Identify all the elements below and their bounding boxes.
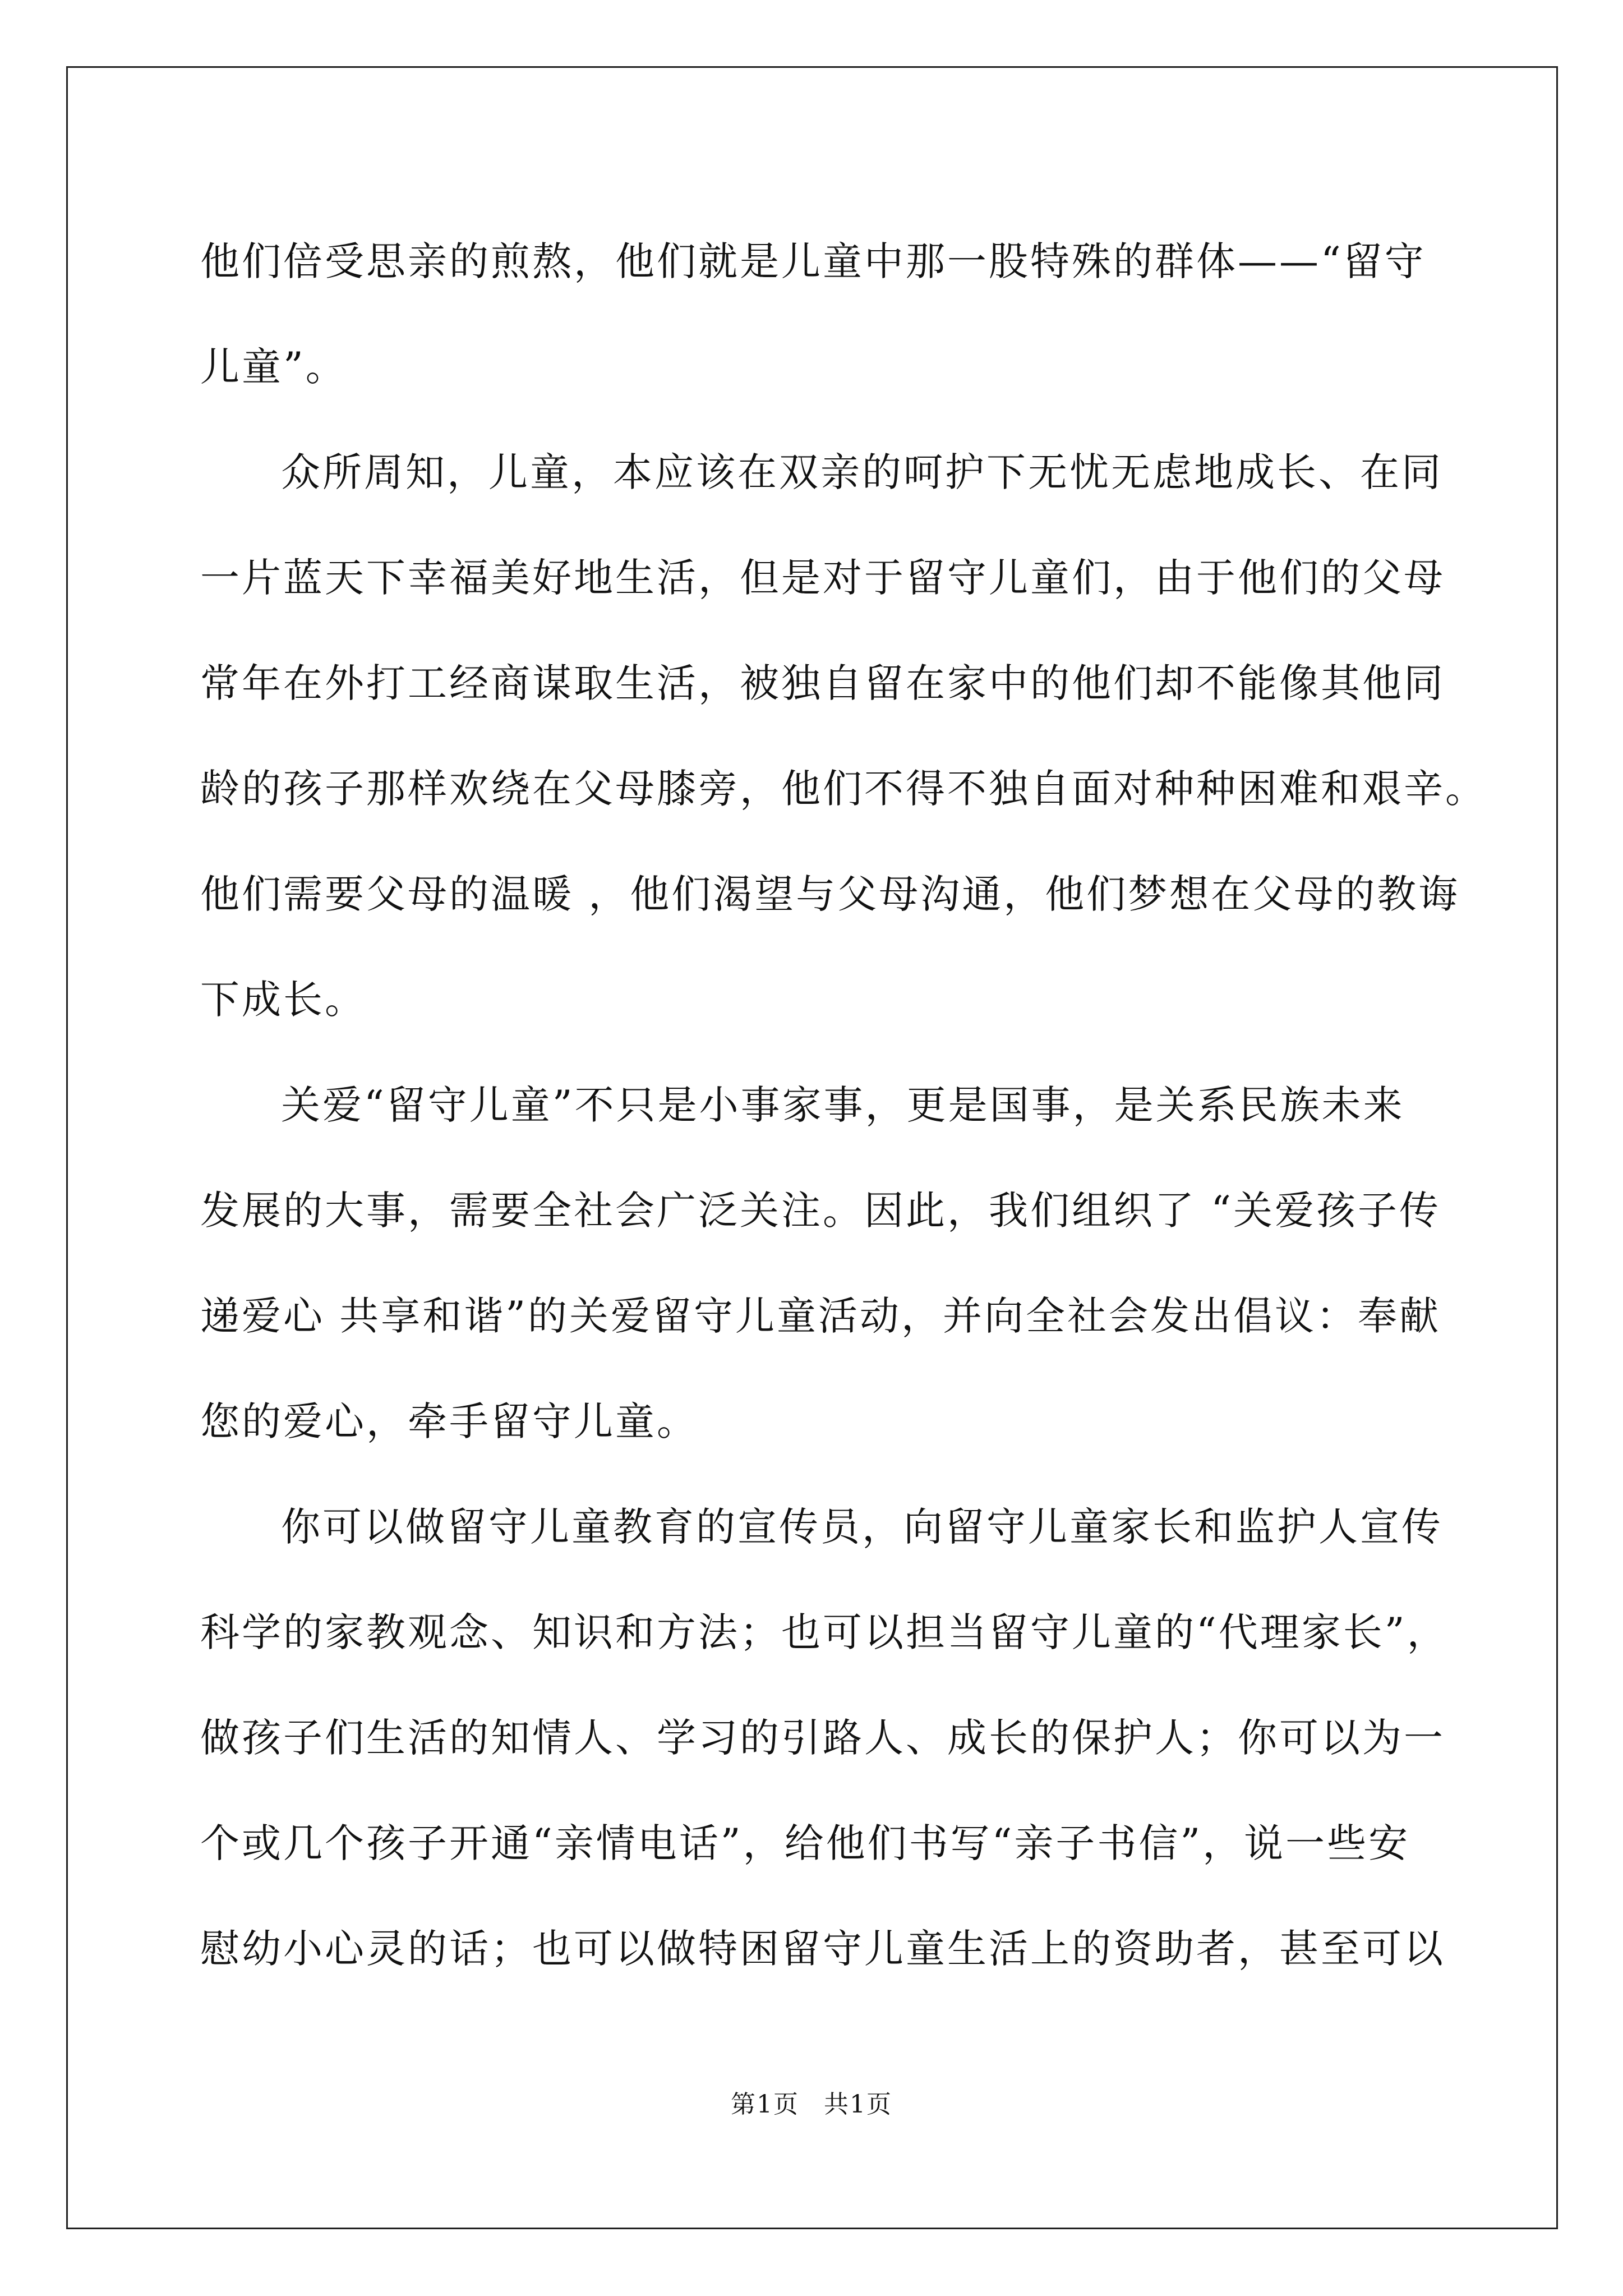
text-line: 科学的家教观念、知识和方法；也可以担当留守儿童的“代理家长”，: [200, 1609, 1449, 1655]
text-line: 常年在外打工经商谋取生活，被独自留在家中的他们却不能像其他同: [200, 660, 1445, 706]
text-line: 一片蓝天下幸福美好地生活，但是对于留守儿童们，由于他们的父母: [200, 555, 1445, 601]
text-line: 众所周知，儿童，本应该在双亲的呵护下无忧无虑地成长、在同: [281, 449, 1443, 495]
text-line: 儿童”。: [200, 344, 347, 390]
text-line: 做孩子们生活的知情人、学习的引路人、成长的保护人；你可以为一: [200, 1715, 1445, 1761]
document-body: [200, 209, 1487, 2001]
text-line: 发展的大事，需要全社会广泛关注。因此，我们组织了 “关爱孩子传: [200, 1188, 1441, 1234]
text-line: 他们需要父母的温暖 ，他们渴望与父母沟通，他们梦想在父母的教诲: [200, 871, 1460, 917]
text-line: 递爱心 共享和谐”的关爱留守儿童活动，并向全社会发出倡议：奉献: [200, 1293, 1441, 1339]
text-line: 你可以做留守儿童教育的宣传员，向留守儿童家长和监护人宣传: [281, 1504, 1443, 1550]
text-line: 个或几个孩子开通“亲情电话”，给他们书写“亲子书信”，说一些安: [200, 1820, 1410, 1866]
text-line: 龄的孩子那样欢绕在父母膝旁，他们不得不独自面对种种困难和艰辛。: [200, 766, 1487, 812]
text-line: 他们倍受思亲的煎熬，他们就是儿童中那一股特殊的群体——“留守: [200, 238, 1426, 284]
text-line: 慰幼小心灵的话；也可以做特困留守儿童生活上的资助者，甚至可以: [200, 1926, 1445, 1972]
text-line: 您的爱心，牵手留守儿童。: [200, 1398, 698, 1444]
page-footer: 第1页 共1页: [731, 2090, 892, 2119]
text-line: 关爱“留守儿童”不只是小事家事，更是国事，是关系民族未来: [281, 1082, 1405, 1128]
text-line: 下成长。: [200, 977, 366, 1023]
